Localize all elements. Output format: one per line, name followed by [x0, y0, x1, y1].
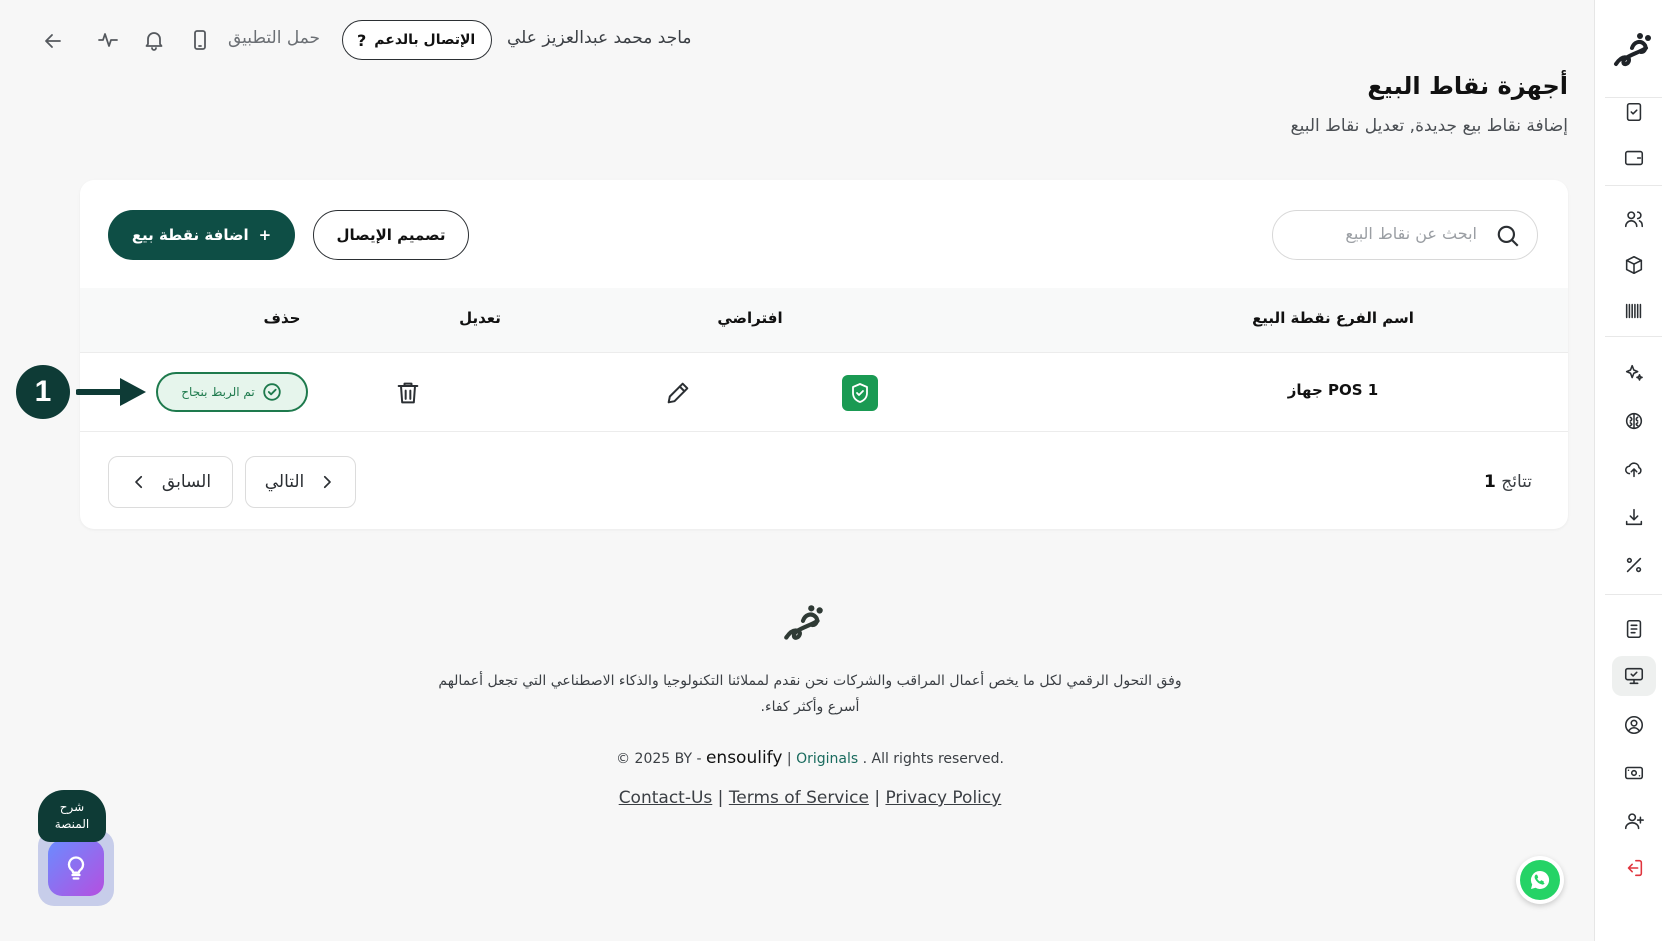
header-edit: تعديل [459, 309, 501, 327]
brand-name[interactable]: ensoulify [705, 748, 783, 768]
sidebar-item-users[interactable] [1612, 199, 1656, 239]
header-default: افتراضي [717, 309, 783, 327]
annotation-marker: 1 [16, 365, 70, 419]
table-header [80, 288, 1568, 352]
footer-logo [778, 600, 830, 648]
footer-description [420, 668, 1200, 720]
originals-link[interactable]: Originals [796, 751, 859, 767]
shield-check-icon [848, 381, 872, 405]
copyright-prefix: © 2025 BY - [616, 751, 702, 767]
rights-text: . All rights reserved. [862, 751, 1004, 767]
add-pos-label: اضافة نقطة بيع [131, 226, 249, 244]
arrow-left-icon [41, 29, 65, 53]
link-separator: | [717, 788, 724, 808]
sidebar-item-tasks[interactable] [1612, 92, 1656, 132]
next-page-button[interactable] [245, 456, 356, 508]
sidebar-item-discounts[interactable] [1612, 545, 1656, 585]
bell-icon [142, 28, 166, 52]
results-number: 1 [1484, 472, 1496, 492]
footer-text-line2: أسرع وأكثر كفاء. [760, 699, 860, 715]
prev-page-label: السابق [161, 472, 212, 492]
brain-icon [1623, 410, 1645, 432]
sparkles-icon [1623, 362, 1645, 384]
logout-icon [1623, 857, 1645, 879]
footer-links [420, 788, 1200, 808]
sidebar-item-wallet[interactable] [1612, 138, 1656, 178]
sidebar [1594, 0, 1672, 941]
contact-us-link[interactable]: Contact-Us [618, 788, 713, 808]
notifications-button[interactable] [136, 22, 172, 58]
clipboard-check-icon [1623, 101, 1645, 123]
sidebar-item-add-user[interactable] [1612, 801, 1656, 841]
linked-status-label: تم الربط بنجاح [181, 385, 255, 399]
guide-label-line2: المنصة [54, 817, 90, 831]
footer-text-line1: وفق التحول الرقمي لكل ما يخص أعمال المراقب والشركات نحن نقدم لمملائنا التكنولوجيا والذكاء الاصطناعي التي تجعل أعمالهم [438, 673, 1182, 689]
sidebar-item-logout[interactable] [1612, 848, 1656, 888]
sidebar-divider [1605, 594, 1662, 595]
sidebar-item-ai[interactable] [1612, 353, 1656, 393]
whatsapp-icon [1528, 868, 1552, 892]
privacy-link[interactable]: Privacy Policy [885, 788, 1002, 808]
box-icon [1623, 254, 1645, 276]
wallet-icon [1623, 147, 1645, 169]
plus-icon: + [258, 226, 272, 244]
pencil-icon [664, 379, 692, 407]
guide-label-line1: شرح [59, 800, 85, 814]
cash-icon [1623, 762, 1645, 784]
download-app-link[interactable]: حمل التطبيق [228, 28, 321, 48]
pos-devices-card [80, 180, 1568, 529]
brand-logo[interactable] [1610, 28, 1656, 74]
contact-support-button[interactable] [342, 20, 492, 60]
pos-name: جهاز POS 1 [1287, 381, 1379, 399]
default-badge[interactable] [842, 375, 878, 411]
chevron-left-icon [130, 473, 148, 491]
sidebar-item-brain[interactable] [1612, 401, 1656, 441]
chevron-right-icon [318, 473, 336, 491]
download-app-button[interactable] [182, 22, 218, 58]
prev-page-button[interactable] [108, 456, 233, 508]
edit-button[interactable] [662, 377, 694, 409]
table-row [80, 352, 1568, 432]
monitor-check-icon [1623, 665, 1645, 687]
page-subtitle: إضافة نقاط بيع جديدة, تعديل نقاط البيع [1290, 116, 1568, 136]
add-pos-button[interactable] [108, 210, 295, 260]
download-icon [1623, 506, 1645, 528]
document-icon [1623, 618, 1645, 640]
user-plus-icon [1623, 810, 1645, 832]
user-circle-icon [1623, 714, 1645, 736]
user-name: ماجد محمد عبدالعزيز علي [507, 28, 692, 48]
top-bar [32, 18, 1592, 64]
smartphone-icon [188, 28, 212, 52]
activity-button[interactable] [90, 22, 126, 58]
footer-copyright [420, 748, 1200, 768]
contact-support-label: الإتصال بالدعم [374, 32, 476, 48]
search-input[interactable] [1297, 224, 1477, 243]
sidebar-item-profile[interactable] [1612, 705, 1656, 745]
barcode-icon [1623, 300, 1645, 322]
sidebar-item-reports[interactable] [1612, 609, 1656, 649]
percent-icon [1623, 554, 1645, 576]
terms-link[interactable]: Terms of Service [728, 788, 869, 808]
cloud-upload-icon [1623, 458, 1645, 480]
link-separator: | [874, 788, 881, 808]
activity-icon [96, 28, 120, 52]
sidebar-divider [1605, 185, 1662, 186]
lightbulb-icon [62, 854, 90, 882]
sidebar-item-download[interactable] [1612, 497, 1656, 537]
copyright-separator: | [786, 751, 792, 767]
next-page-label: التالي [264, 472, 305, 492]
sidebar-item-pos-devices[interactable] [1612, 656, 1656, 696]
page-title: أجهزة نقاط البيع [1367, 72, 1568, 100]
results-count [1484, 472, 1532, 492]
search-box[interactable] [1272, 210, 1538, 260]
sidebar-item-upload[interactable] [1612, 449, 1656, 489]
search-icon [1495, 223, 1521, 249]
delete-button[interactable] [392, 377, 424, 409]
linked-status-badge [156, 372, 308, 412]
sidebar-item-products[interactable] [1612, 245, 1656, 285]
check-circle-icon [261, 381, 283, 403]
platform-guide-label[interactable] [38, 790, 106, 842]
sidebar-divider [1605, 336, 1662, 337]
annotation-arrow-icon [76, 375, 148, 409]
header-delete: حذف [263, 309, 301, 327]
users-icon [1623, 208, 1645, 230]
header-name: اسم الفرع نقطة البيع [1252, 309, 1414, 327]
trash-icon [394, 379, 422, 407]
results-label: تتائج [1501, 472, 1532, 492]
sidebar-item-payments[interactable] [1612, 753, 1656, 793]
question-icon: ? [357, 30, 367, 50]
sidebar-item-barcode[interactable] [1612, 291, 1656, 331]
back-button[interactable] [32, 20, 74, 62]
whatsapp-button[interactable] [1516, 856, 1564, 904]
receipt-design-button[interactable]: تصميم الإيصال [313, 210, 469, 260]
